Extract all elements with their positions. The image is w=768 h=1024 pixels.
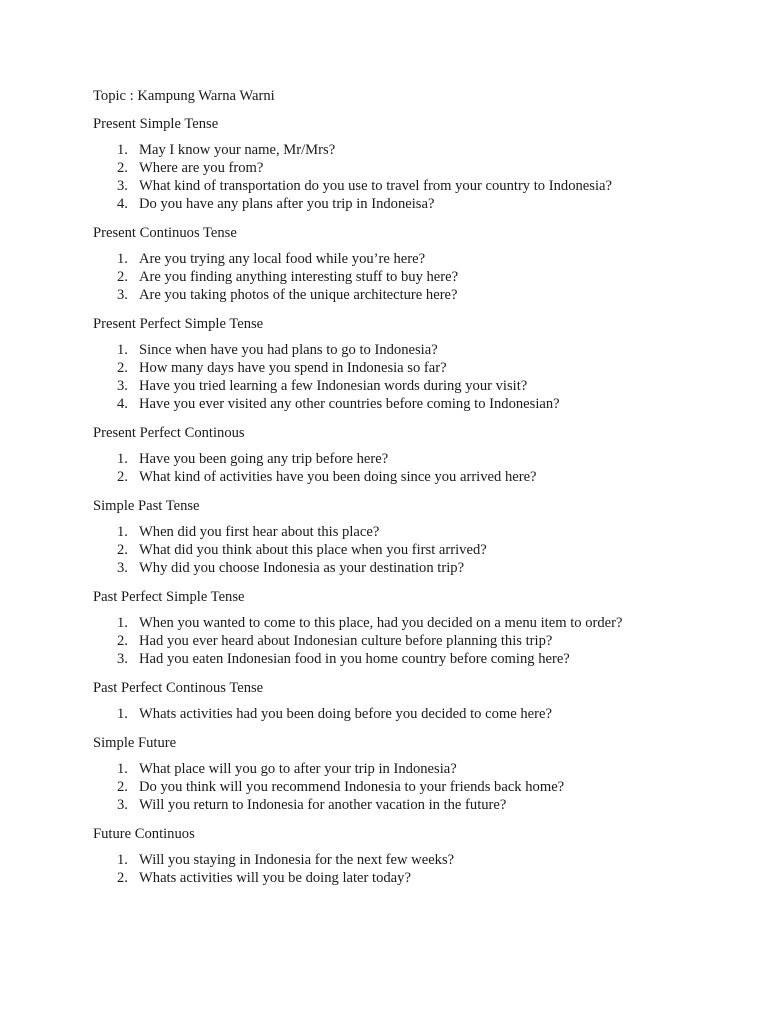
question-text: What place will you go to after your trip in Indonesia? [139, 761, 457, 777]
question-item [93, 632, 733, 650]
question-text: What did you think about this place when you first arrived? [139, 542, 487, 558]
question-text: Since when have you had plans to go to Indonesia? [139, 342, 438, 358]
section-title: Present Perfect Simple Tense [93, 315, 264, 332]
question-list [93, 341, 733, 413]
section-title: Past Perfect Continous Tense [93, 679, 264, 696]
question-text: Are you trying any local food while you’re here? [139, 251, 426, 267]
question-text: Will you return to Indonesia for another vacation in the future? [139, 797, 507, 813]
list-number: 1. [117, 451, 128, 467]
question-item [93, 250, 733, 268]
question-item [93, 650, 733, 668]
list-number: 2. [117, 269, 128, 285]
question-list [93, 250, 733, 304]
list-number: 1. [117, 142, 128, 158]
question-list [93, 760, 733, 814]
topic-heading: Topic : Kampung Warna Warni [93, 88, 275, 104]
section-title: Future Continuos [93, 825, 195, 842]
list-number: 2. [117, 160, 128, 176]
list-number: 1. [117, 615, 128, 631]
question-text: Why did you choose Indonesia as your destination trip? [139, 560, 465, 576]
list-number: 1. [117, 524, 128, 540]
question-text: How many days have you spend in Indonesia so far? [139, 360, 447, 376]
question-list [93, 523, 733, 577]
question-text: Are you finding anything interesting stuff to buy here? [139, 269, 459, 285]
question-item [93, 559, 733, 577]
list-number: 1. [117, 761, 128, 777]
question-text: When did you first hear about this place? [139, 524, 380, 540]
question-item [93, 141, 733, 159]
list-number: 1. [117, 852, 128, 868]
question-list [93, 450, 733, 486]
section-title: Present Continuos Tense [93, 224, 237, 241]
question-item [93, 377, 733, 395]
question-item [93, 286, 733, 304]
sections-container [93, 114, 733, 888]
section-title: Simple Future [93, 734, 177, 751]
list-number: 3. [117, 560, 128, 576]
section-title: Simple Past Tense [93, 497, 200, 514]
list-number: 3. [117, 287, 128, 303]
question-item [93, 195, 733, 213]
section-title: Past Perfect Simple Tense [93, 588, 245, 605]
document-page [93, 86, 733, 897]
question-list [93, 141, 733, 213]
question-text: Are you taking photos of the unique architecture here? [139, 287, 458, 303]
question-item [93, 268, 733, 286]
question-item [93, 869, 733, 887]
question-text: Have you been going any trip before here? [139, 451, 389, 467]
list-number: 1. [117, 342, 128, 358]
question-item [93, 468, 733, 486]
list-number: 1. [117, 706, 128, 722]
question-item [93, 760, 733, 778]
list-number: 2. [117, 542, 128, 558]
question-text: When you wanted to come to this place, had you decided on a menu item to order? [139, 615, 623, 631]
list-number: 3. [117, 378, 128, 394]
section-title: Present Simple Tense [93, 115, 219, 132]
question-item [93, 450, 733, 468]
question-text: Have you ever visited any other countries before coming to Indonesian? [139, 396, 560, 412]
list-number: 3. [117, 651, 128, 667]
list-number: 3. [117, 178, 128, 194]
question-text: Have you tried learning a few Indonesian words during your visit? [139, 378, 528, 394]
question-text: Had you eaten Indonesian food in you home country before coming here? [139, 651, 570, 667]
question-text: What kind of activities have you been doing since you arrived here? [139, 469, 537, 485]
question-list [93, 614, 733, 668]
question-text: Do you think will you recommend Indonesia to your friends back home? [139, 779, 565, 795]
question-text: Will you staying in Indonesia for the next few weeks? [139, 852, 455, 868]
list-number: 4. [117, 196, 128, 212]
question-item [93, 541, 733, 559]
question-item [93, 395, 733, 413]
question-text: Do you have any plans after you trip in Indoneisa? [139, 196, 435, 212]
question-list [93, 705, 733, 723]
list-number: 3. [117, 797, 128, 813]
question-text: Had you ever heard about Indonesian culture before planning this trip? [139, 633, 553, 649]
list-number: 2. [117, 360, 128, 376]
question-item [93, 614, 733, 632]
question-item [93, 523, 733, 541]
question-text: Whats activities will you be doing later today? [139, 870, 411, 886]
list-number: 2. [117, 779, 128, 795]
question-item [93, 705, 733, 723]
list-number: 4. [117, 396, 128, 412]
section-title: Present Perfect Continous [93, 424, 245, 441]
question-text: Whats activities had you been doing before you decided to come here? [139, 706, 552, 722]
question-item [93, 359, 733, 377]
question-item [93, 778, 733, 796]
question-item [93, 851, 733, 869]
list-number: 1. [117, 251, 128, 267]
list-number: 2. [117, 633, 128, 649]
list-number: 2. [117, 469, 128, 485]
question-text: What kind of transportation do you use to travel from your country to Indonesia? [139, 178, 612, 194]
question-item [93, 796, 733, 814]
question-list [93, 851, 733, 887]
question-item [93, 341, 733, 359]
question-text: Where are you from? [139, 160, 264, 176]
question-item [93, 159, 733, 177]
question-text: May I know your name, Mr/Mrs? [139, 142, 336, 158]
question-item [93, 177, 733, 195]
list-number: 2. [117, 870, 128, 886]
